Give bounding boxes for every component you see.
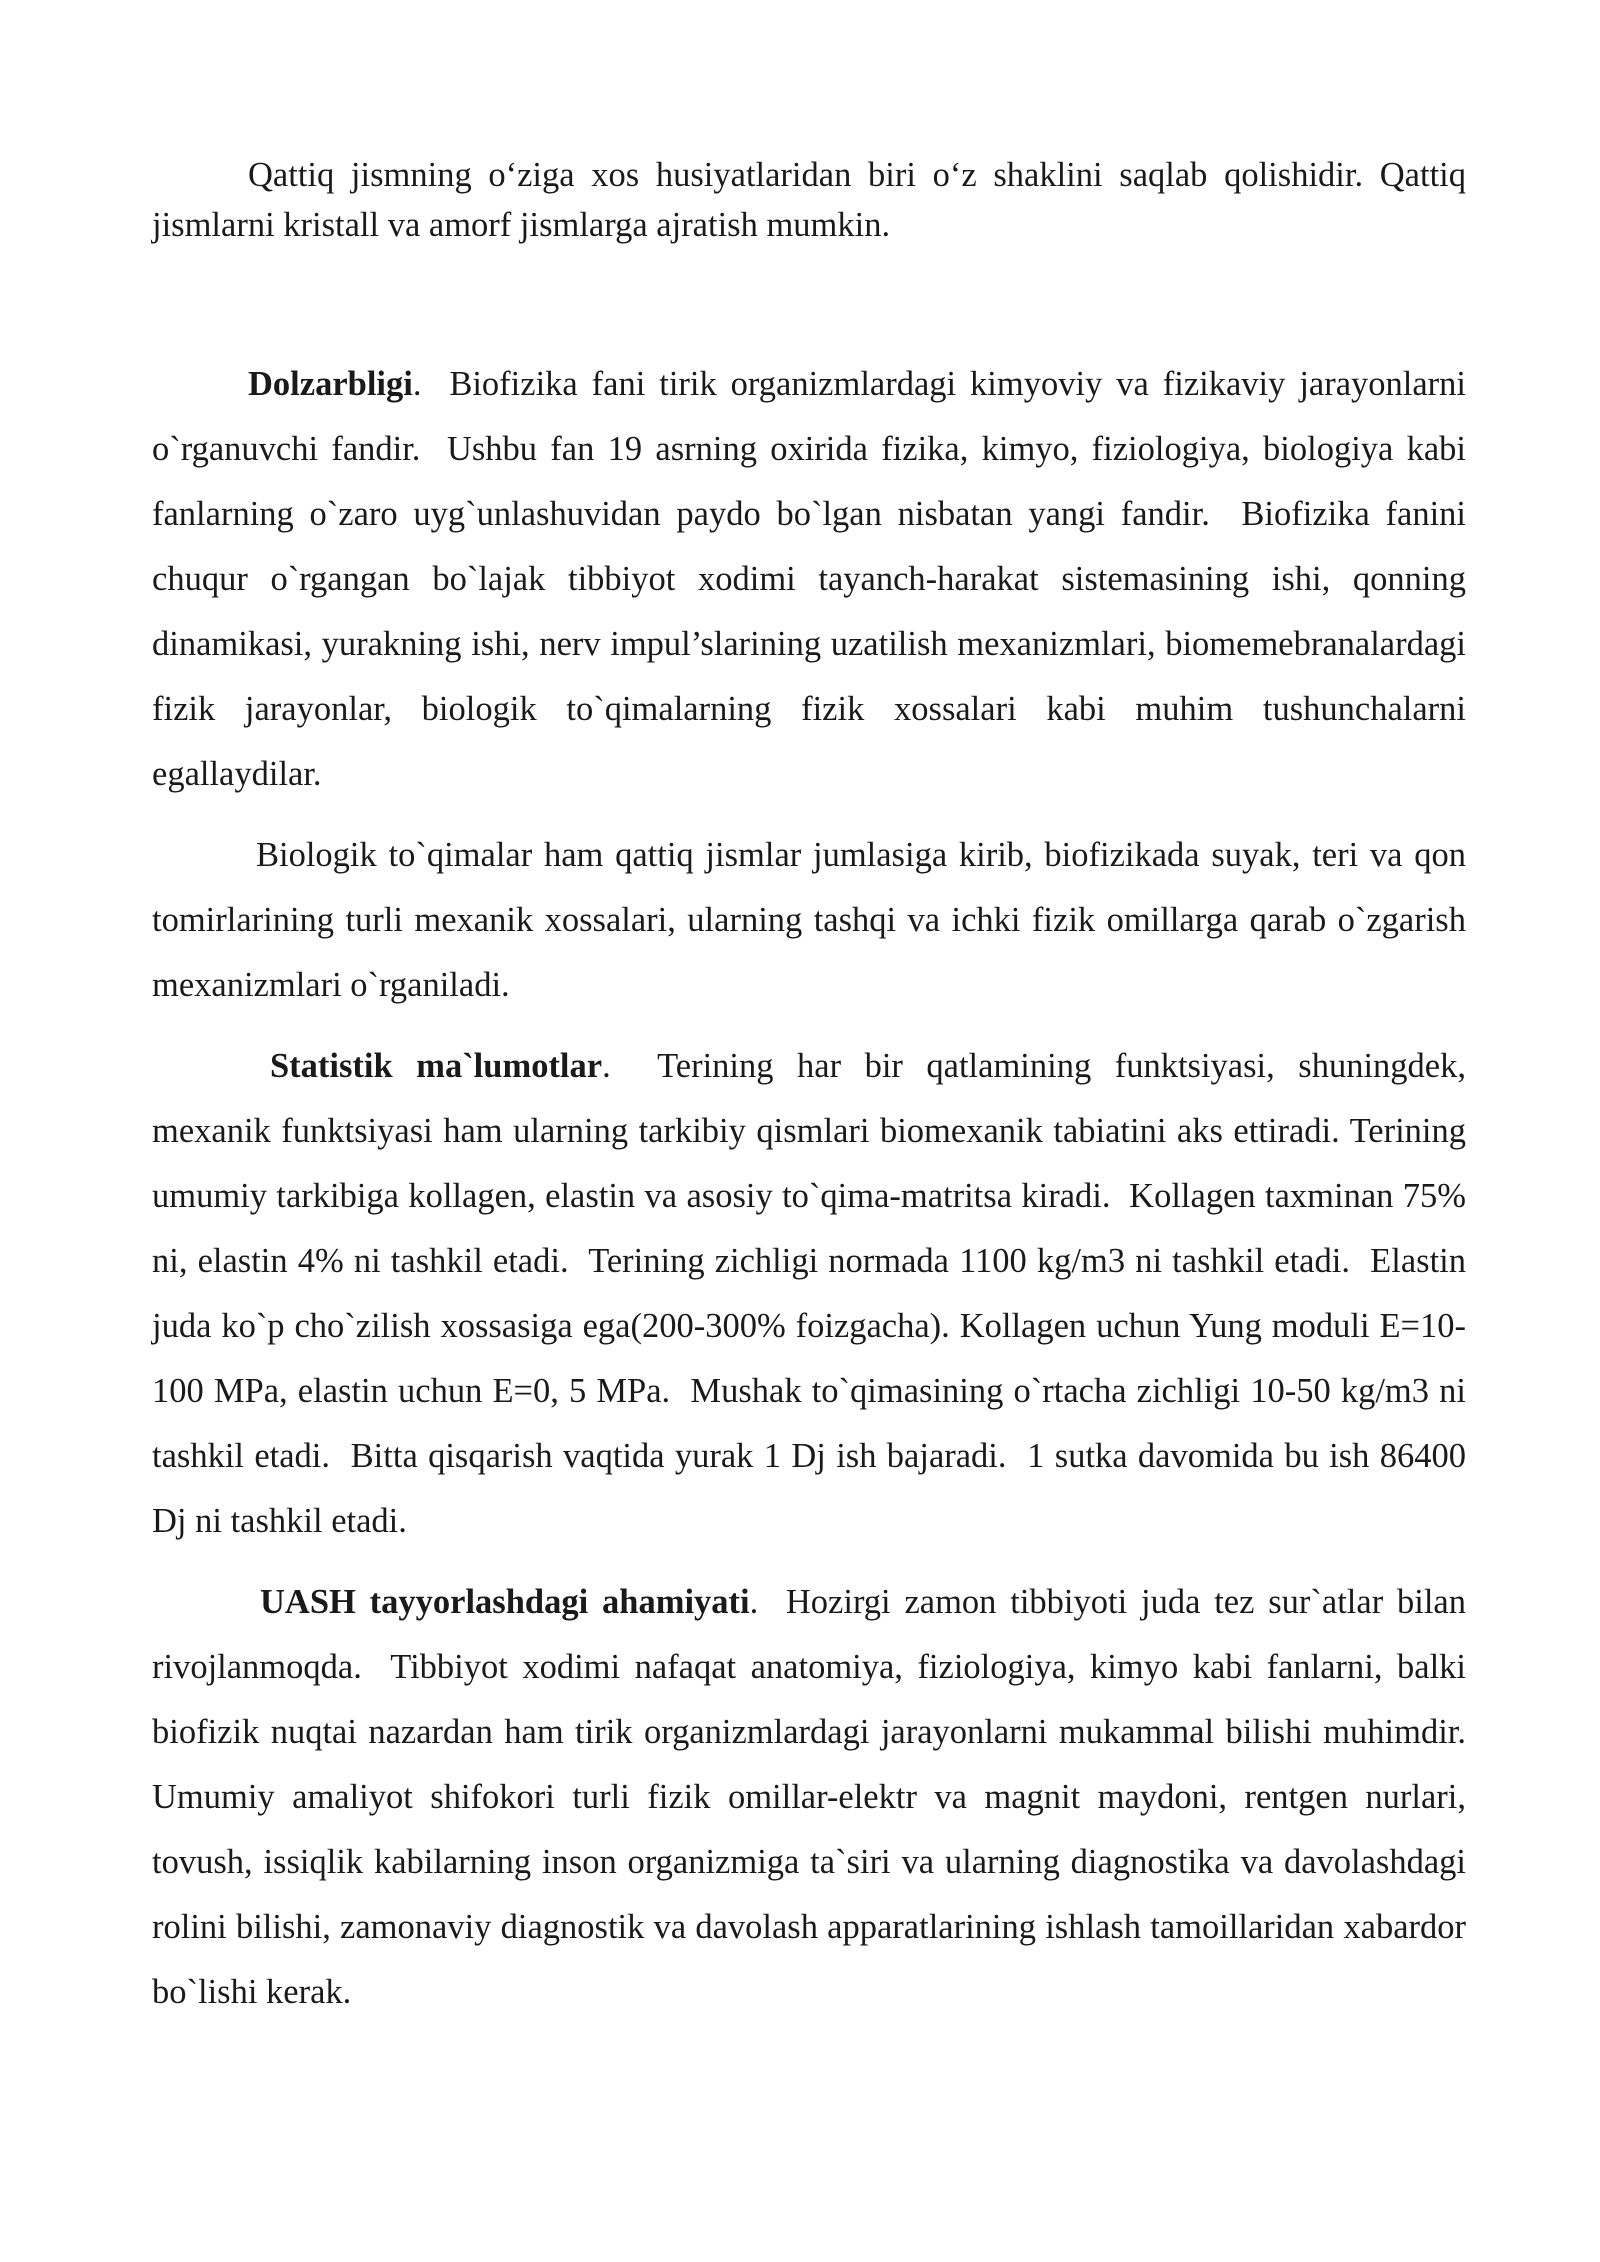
relevance-paragraph bbox=[152, 352, 1475, 807]
relevance-heading-punct: . bbox=[412, 365, 422, 403]
tissues-paragraph bbox=[152, 823, 1466, 1018]
importance-paragraph bbox=[152, 1570, 1475, 2025]
statistics-heading: Statistik ma`lumotlar bbox=[270, 1047, 603, 1085]
tissues-text: Biologik to`qimalar ham qattiq jismlar jumlasiga kirib, biofizikada suyak, teri va qon tomirlarining turli mexanik xossalari, ularning tashqi va ichki fizik omillarga qarab o`zgarish mexanizmlari o`rganiladi. bbox=[152, 836, 1466, 1004]
importance-text: Hozirgi zamon tibbiyoti juda tez sur`atlar bilan rivojlanmoqda. Tibbiyot xodimi nafaqat anatomiya, fiziologiya, kimyo kabi fanlarni, balki biofizik nuqtai nazardan ham tirik organizmlardagi jarayonlarni mukammal bilishi muhimdir. Umumiy amaliyot shifokori turli fizik omillar-elektr va magnit maydoni, rentgen nurlari, tovush, issiqlik kabilarning inson organizmiga ta`siri va ularning diagnostika va davolashdagi rolini bilishi, zamonaviy diagnostik va davolash apparatlarining ishlash tamoillaridan xabardor bo`lishi kerak. bbox=[152, 1583, 1475, 2011]
document-page bbox=[152, 150, 1475, 2025]
statistics-paragraph bbox=[152, 1034, 1475, 1554]
importance-heading: UASH tayyorlashdagi ahamiyati bbox=[260, 1583, 750, 1621]
statistics-heading-punct: . bbox=[602, 1047, 611, 1085]
relevance-heading: Dolzarbligi bbox=[248, 365, 413, 403]
importance-heading-punct: . bbox=[749, 1583, 759, 1621]
relevance-text: Biofizika fani tirik organizmlardagi kimyoviy va fizikaviy jarayonlarni o`rganuvchi fandir. Ushbu fan 19 asrning oxirida fizika, kimyo, fiziologiya, biologiya kabi fanlarning o`zaro uyg`unlashuvidan paydo bo`lgan nisbatan yangi fandir. Biofizika fanini chuqur o`rgangan bo`lajak tibbiyot xodimi tayanch-harakat sistemasining ishi, qonning dinamikasi, yurakning ishi, nerv impul’slarining uzatilish mexanizmlari, biomemebranalardagi fizik jarayonlar, biologik to`qimalarning fizik xossalari kabi muhim tushunchalarni egallaydilar. bbox=[152, 365, 1475, 793]
intro-text: Qattiq jismning o‘ziga xos husiyatlaridan biri o‘z shaklini saqlab qolishidir. Qattiq jismlarni kristall va amorf jismlarga ajratish mumkin. bbox=[152, 156, 1466, 244]
statistics-text: Terining har bir qatlamining funktsiyasi, shuningdek, mexanik funktsiyasi ham ularning tarkibiy qismlari biomexanik tabiatini aks ettiradi. Terining umumiy tarkibiga kollagen, elastin va asosiy to`qima-matritsa kiradi. Kollagen taxminan 75% ni, elastin 4% ni tashkil etadi. Terining zichligi normada 1100 kg/m3 ni tashkil etadi. Elastin juda ko`p cho`zilish xossasiga ega(200-300% foizgacha). Kollagen uchun Yung moduli E=10-100 MPa, elastin uchun E=0, 5 MPa. Mushak to`qimasining o`rtacha zichligi 10-50 kg/m3 ni tashkil etadi. Bitta qisqarish vaqtida yurak 1 Dj ish bajaradi. 1 sutka davomida bu ish 86400 Dj ni tashkil etadi. bbox=[152, 1047, 1475, 1540]
intro-paragraph bbox=[152, 150, 1466, 250]
